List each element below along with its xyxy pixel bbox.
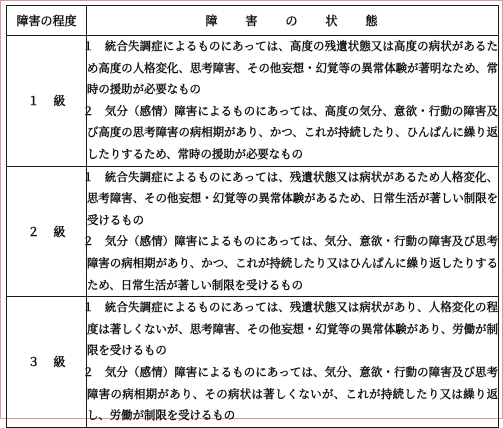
header-row bbox=[7, 6, 499, 36]
grade-unit: 級 bbox=[53, 94, 66, 109]
table-row bbox=[7, 297, 499, 428]
item-number: １ bbox=[82, 169, 94, 184]
item-text: 気分（感情）障害によるものにあっては、気分、意欲・行動の障害及び思考障害の病相期があり、その病状は著しくないが、これが持続したり又は繰り返し、労働が制限を受けるもの bbox=[87, 364, 498, 423]
item-number: １ bbox=[82, 300, 94, 315]
item-text: 統合失調症によるものにあっては、残遺状態又は病状があるため人格変化、思考障害、その他妄想・幻覚等の異常体験があるため、日常生活が著しい制限を受けるもの bbox=[87, 169, 498, 227]
grade-unit: 級 bbox=[53, 224, 66, 239]
table-row bbox=[7, 166, 499, 297]
header-grade: 障害の程度 bbox=[7, 6, 87, 36]
state-item bbox=[82, 101, 498, 166]
state-cell bbox=[82, 36, 499, 167]
item-number: ２ bbox=[82, 103, 94, 118]
state-item bbox=[82, 36, 498, 101]
header-state-char: の bbox=[285, 14, 300, 28]
item-number: ２ bbox=[82, 234, 94, 249]
state-cell bbox=[82, 297, 499, 428]
state-item bbox=[82, 231, 498, 296]
header-state-char: 状 bbox=[325, 14, 340, 28]
header-state-char: 障 bbox=[205, 14, 220, 28]
header-state-char: 害 bbox=[245, 14, 260, 28]
grade-cell bbox=[7, 297, 87, 428]
item-number: ２ bbox=[82, 364, 94, 379]
grade-number: ２ bbox=[27, 224, 40, 239]
item-text: 気分（感情）障害によるものにあっては、高度の気分、意欲・行動の障害及び高度の思考障害の病相期があり、かつ、これが持続したり、ひんぱんに繰り返したりするため、常時の援助が必要なもの bbox=[87, 103, 498, 161]
state-item bbox=[82, 297, 498, 362]
state-item bbox=[82, 167, 498, 232]
item-text: 統合失調症によるものにあっては、残遺状態又は病状があり、人格変化の程度は著しくないが、思考障害、その他妄想・幻覚等の異常体験があり、労働が制限を受けるもの bbox=[87, 300, 498, 358]
grade-number: １ bbox=[27, 94, 40, 109]
grade-unit: 級 bbox=[53, 355, 66, 370]
header-state bbox=[87, 6, 499, 36]
grade-number: ３ bbox=[27, 355, 40, 370]
table-row bbox=[7, 36, 499, 167]
grade-cell bbox=[7, 36, 87, 167]
item-number: １ bbox=[82, 39, 94, 53]
disability-grade-table bbox=[6, 5, 499, 428]
item-text: 統合失調症によるものにあっては、高度の残遺状態又は高度の病状があるため高度の人格変化、思考障害、その他妄想・幻覚等の異常体験が著明なため、常時の援助が必要なもの bbox=[87, 39, 498, 97]
item-text: 気分（感情）障害によるものにあっては、気分、意欲・行動の障害及び思考障害の病相期があり、かつ、これが持続したり又はひんぱんに繰り返したりするため、日常生活が著しい制限を受けるもの bbox=[87, 234, 498, 292]
header-state-char: 態 bbox=[365, 14, 380, 28]
state-cell bbox=[82, 166, 499, 297]
grade-cell bbox=[7, 166, 87, 297]
state-item bbox=[82, 362, 498, 427]
